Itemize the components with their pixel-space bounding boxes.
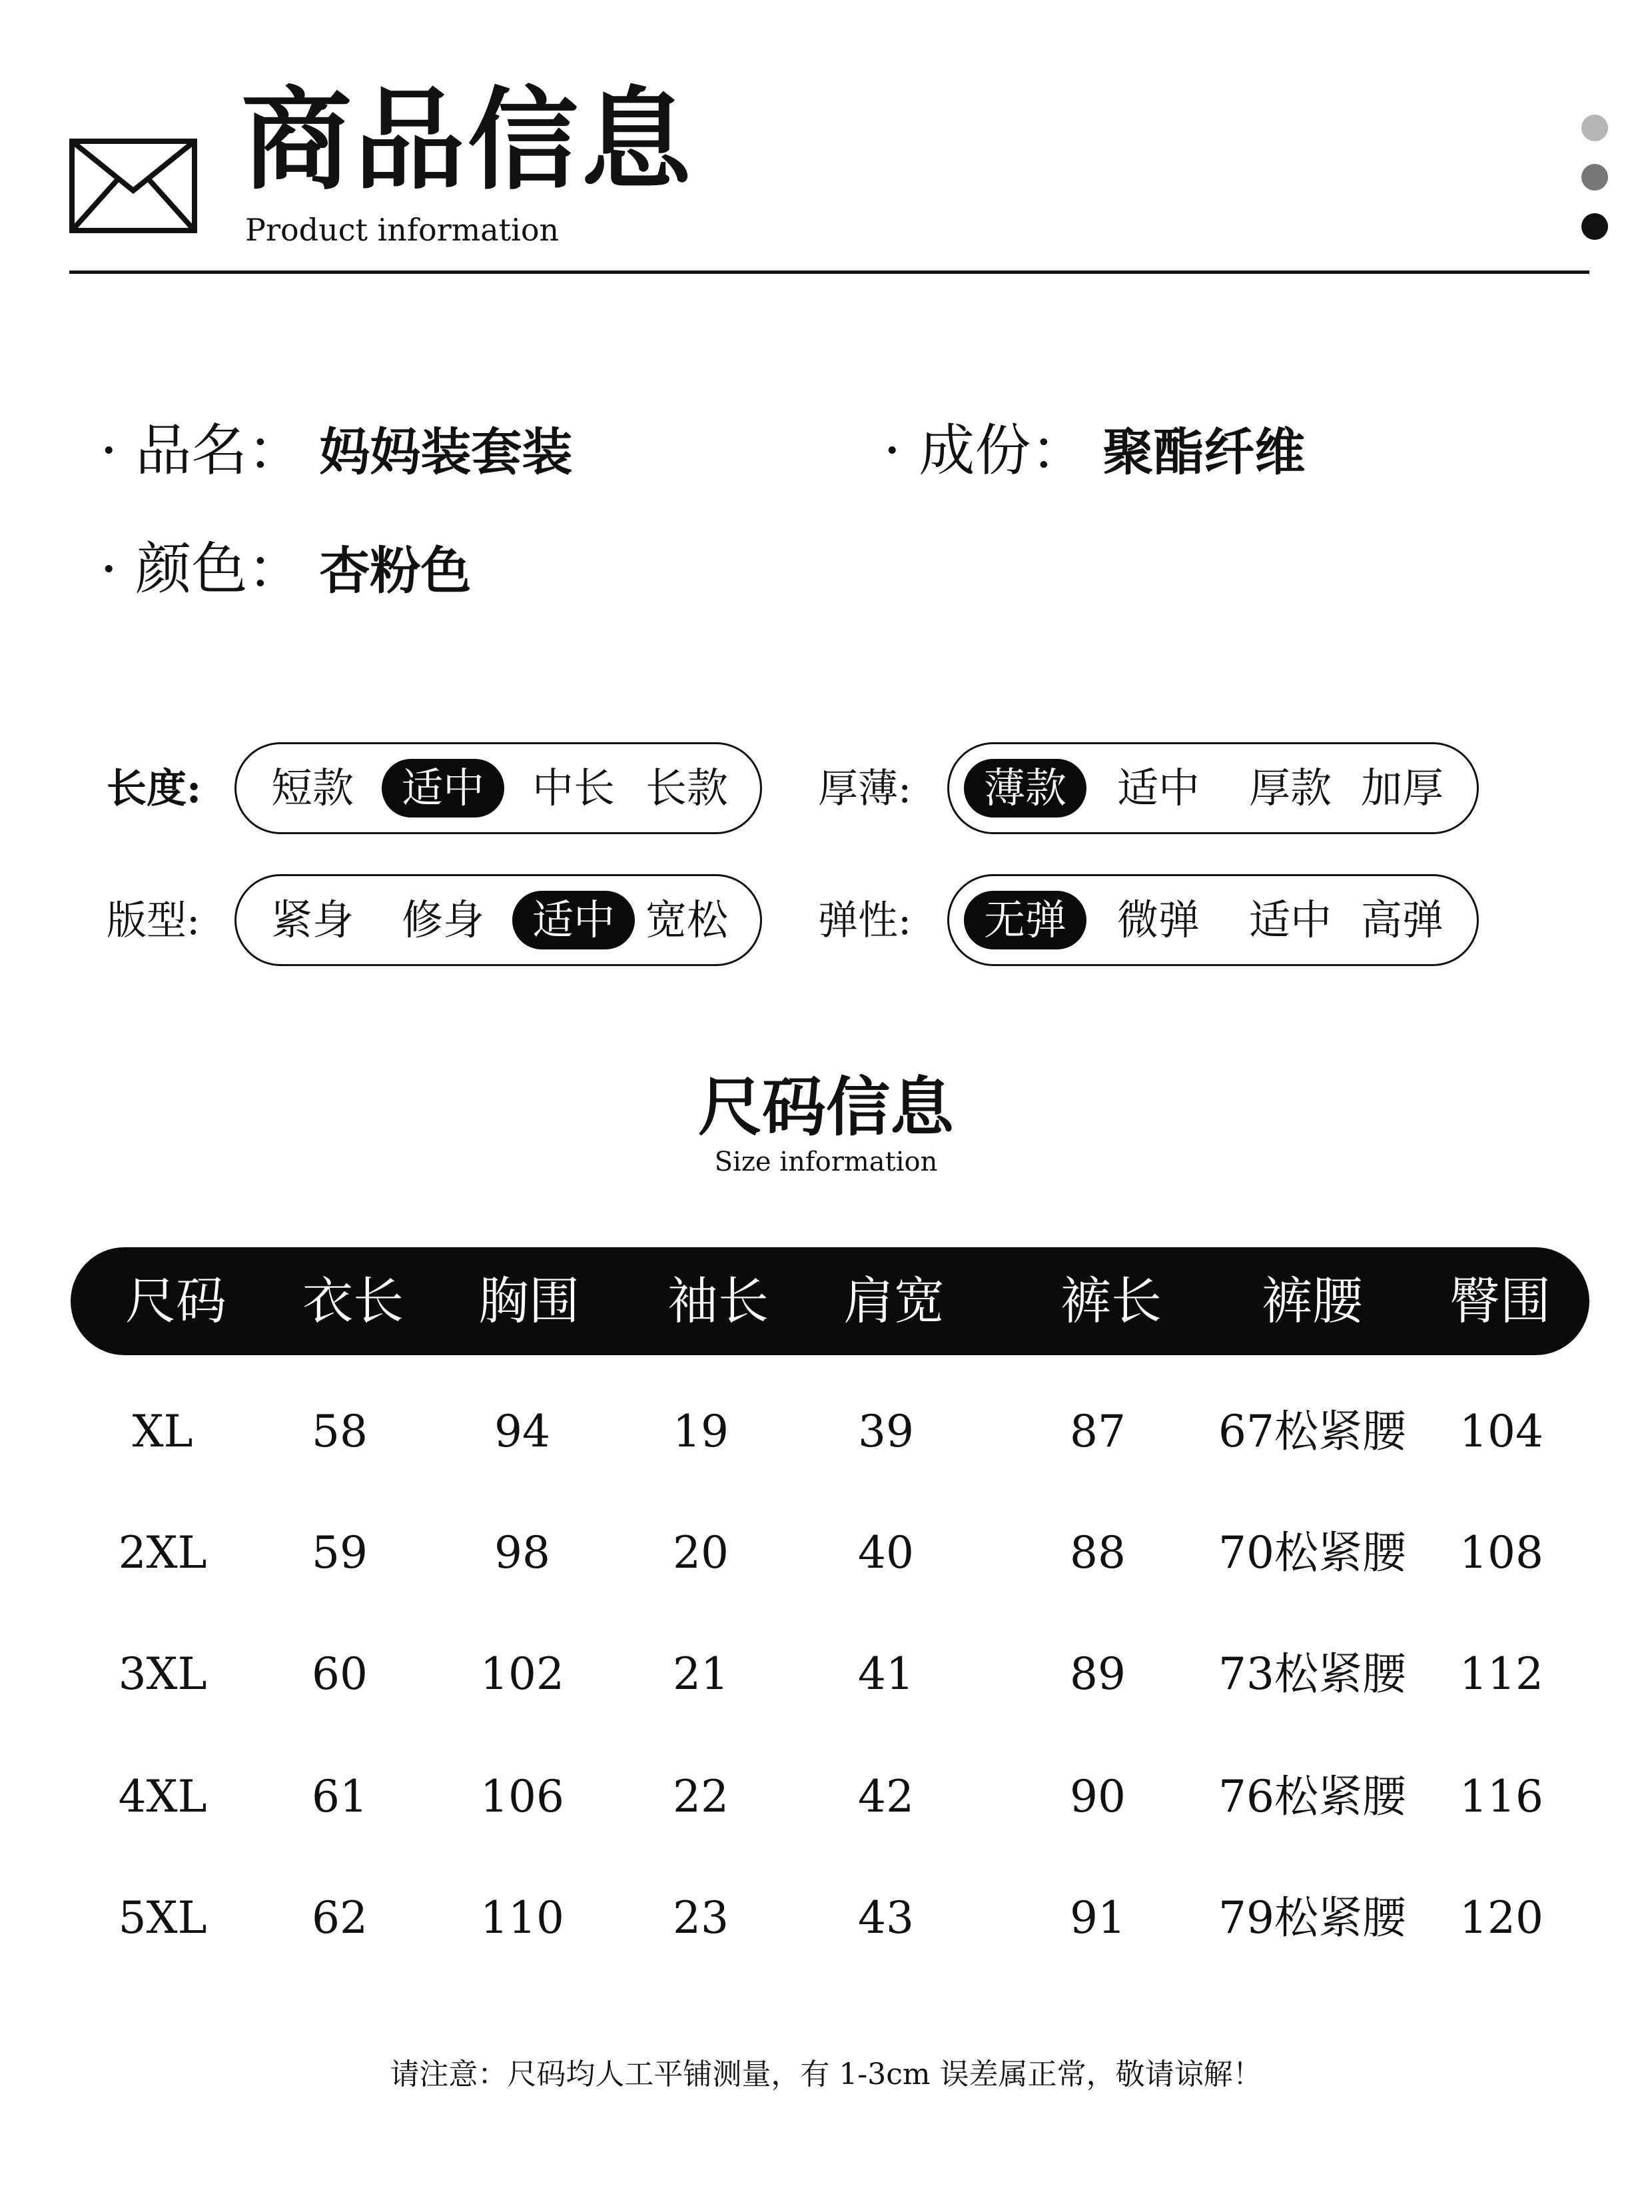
table-cell: 19 xyxy=(673,1406,729,1457)
spec-selector-elasticity xyxy=(947,874,1479,966)
table-cell: 110 xyxy=(480,1892,564,1943)
table-cell: 62 xyxy=(312,1892,368,1943)
attr-value: 妈妈装套装 xyxy=(319,422,573,482)
spec-option-length-1[interactable]: 适中 xyxy=(382,759,504,818)
table-cell: 21 xyxy=(673,1648,729,1700)
spec-option-fit-2[interactable]: 适中 xyxy=(512,891,635,949)
header-cell: 袖长 xyxy=(667,1271,769,1331)
spec-selector-thickness xyxy=(947,742,1479,834)
header-cell: 肩宽 xyxy=(843,1271,945,1331)
header-cell: 裤长 xyxy=(1060,1271,1162,1331)
attr-label: · 颜色： xyxy=(100,536,304,602)
table-cell: 70松紧腰 xyxy=(1218,1527,1406,1578)
table-cell: 41 xyxy=(858,1648,914,1700)
decor-dot-dark xyxy=(1581,213,1608,240)
table-cell: 102 xyxy=(480,1648,564,1700)
envelope-icon xyxy=(69,139,197,233)
table-cell: 3XL xyxy=(118,1648,207,1700)
table-cell: 88 xyxy=(1070,1527,1126,1578)
spec-option-length-0[interactable]: 短款 xyxy=(270,764,354,812)
header-cell: 裤腰 xyxy=(1262,1271,1363,1331)
table-cell: 58 xyxy=(312,1406,368,1457)
table-cell: 2XL xyxy=(118,1527,207,1578)
measurement-note: 请注意：尺码均人工平铺测量，有 1-3cm 误差属正常，敬请谅解！ xyxy=(390,2057,1262,2091)
table-cell: 5XL xyxy=(118,1892,207,1943)
table-cell: 120 xyxy=(1459,1892,1543,1943)
table-cell: 60 xyxy=(312,1648,368,1700)
header-cell: 臀围 xyxy=(1449,1271,1551,1331)
attr-label: · 品名： xyxy=(100,418,304,483)
table-cell: 90 xyxy=(1070,1771,1126,1822)
attr-color xyxy=(100,536,472,602)
table-cell: 73松紧腰 xyxy=(1218,1648,1406,1700)
attr-product-name xyxy=(100,418,573,483)
spec-option-length-2[interactable]: 中长 xyxy=(532,764,615,812)
table-cell: 79松紧腰 xyxy=(1218,1892,1406,1943)
table-cell: 116 xyxy=(1459,1771,1543,1822)
spec-option-fit-0[interactable]: 紧身 xyxy=(270,895,354,944)
table-cell: XL xyxy=(132,1406,193,1457)
spec-option-elasticity-3[interactable]: 高弹 xyxy=(1360,895,1444,944)
table-cell: 59 xyxy=(312,1527,368,1578)
header-cell: 尺码 xyxy=(125,1271,226,1331)
spec-option-thickness-3[interactable]: 加厚 xyxy=(1360,764,1444,812)
table-cell: 67松紧腰 xyxy=(1218,1406,1406,1457)
spec-option-elasticity-0[interactable]: 无弹 xyxy=(964,891,1086,949)
spec-option-thickness-0[interactable]: 薄款 xyxy=(964,759,1086,818)
spec-option-fit-3[interactable]: 宽松 xyxy=(645,895,728,944)
size-table-header xyxy=(71,1247,1589,1355)
spec-selector-fit xyxy=(234,874,762,966)
table-cell: 108 xyxy=(1459,1527,1543,1578)
table-cell: 91 xyxy=(1070,1892,1126,1943)
table-cell: 104 xyxy=(1459,1406,1543,1457)
table-cell: 4XL xyxy=(118,1771,207,1822)
spec-label-length: 长度: xyxy=(107,766,202,812)
table-cell: 94 xyxy=(494,1406,550,1457)
table-cell: 20 xyxy=(673,1527,729,1578)
page-title: 商品信息 xyxy=(241,75,694,205)
table-cell: 42 xyxy=(858,1771,914,1822)
spec-option-fit-1[interactable]: 修身 xyxy=(401,895,484,944)
table-cell: 40 xyxy=(858,1527,914,1578)
table-cell: 61 xyxy=(312,1771,368,1822)
table-cell: 23 xyxy=(673,1892,729,1943)
table-cell: 43 xyxy=(858,1892,914,1943)
attr-label: · 成份： xyxy=(883,418,1087,483)
attr-value: 聚酯纤维 xyxy=(1102,422,1306,482)
page-subtitle: Product information xyxy=(245,212,560,248)
table-cell: 87 xyxy=(1070,1406,1126,1457)
table-cell: 98 xyxy=(494,1527,550,1578)
spec-label-thickness: 厚薄: xyxy=(818,766,912,812)
table-cell: 106 xyxy=(480,1771,564,1822)
table-cell: 89 xyxy=(1070,1648,1126,1700)
size-section-title: 尺码信息 xyxy=(698,1069,954,1145)
decor-dot-mid xyxy=(1581,164,1608,191)
spec-option-length-3[interactable]: 长款 xyxy=(645,764,728,812)
spec-option-elasticity-2[interactable]: 适中 xyxy=(1248,895,1332,944)
attr-composition xyxy=(883,418,1306,483)
table-cell: 112 xyxy=(1459,1648,1543,1700)
size-section-subtitle: Size information xyxy=(714,1147,938,1177)
spec-option-thickness-2[interactable]: 厚款 xyxy=(1248,764,1332,812)
table-cell: 39 xyxy=(858,1406,914,1457)
spec-option-thickness-1[interactable]: 适中 xyxy=(1116,764,1200,812)
spec-selector-length xyxy=(234,742,762,834)
spec-label-elasticity: 弹性: xyxy=(818,897,912,944)
header-cell: 胸围 xyxy=(478,1271,580,1331)
table-cell: 76松紧腰 xyxy=(1218,1771,1406,1822)
spec-option-elasticity-1[interactable]: 微弹 xyxy=(1116,895,1200,944)
header-cell: 衣长 xyxy=(302,1271,404,1331)
table-cell: 22 xyxy=(673,1771,729,1822)
header-divider xyxy=(69,271,1589,274)
attr-value: 杏粉色 xyxy=(319,541,472,600)
spec-label-fit: 版型: xyxy=(107,897,201,944)
decor-dot-light xyxy=(1581,115,1608,141)
